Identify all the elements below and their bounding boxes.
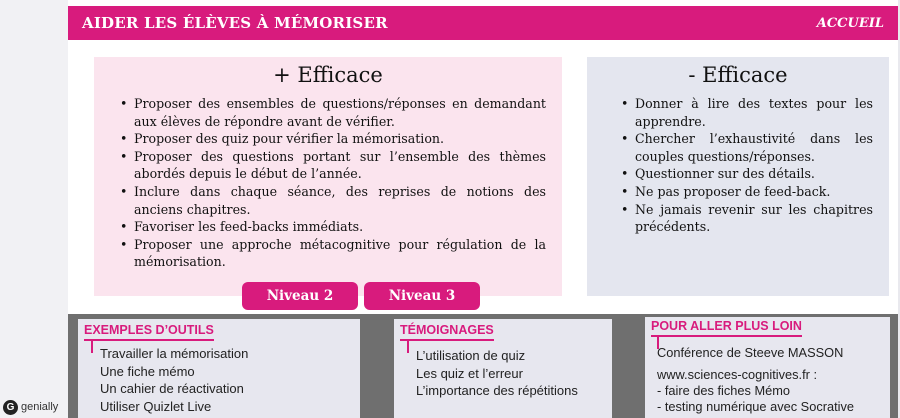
further-title: POUR ALLER PLUS LOIN — [651, 319, 802, 337]
list-item: • Ne jamais revenir sur les chapitres précédents. — [621, 201, 873, 236]
further-card — [645, 317, 890, 418]
less-effective-list — [621, 95, 873, 236]
tool-link-fiche-memo[interactable]: Une fiche mémo — [100, 363, 195, 379]
presentation-slide — [68, 0, 898, 418]
level-2-button[interactable]: Niveau 2 — [242, 282, 358, 310]
list-item: • Ne pas proposer de feed-back. — [621, 183, 873, 201]
less-effective-title: - Efficace — [688, 63, 788, 87]
list-item: • Inclure dans chaque séance, des reprises de notions des anciens chapitres. — [120, 183, 546, 218]
more-effective-list — [120, 95, 546, 271]
home-link[interactable]: ACCUEIL — [816, 16, 884, 31]
more-effective-title: + Efficace — [273, 63, 383, 87]
accent-line — [91, 339, 93, 353]
further-list — [657, 345, 854, 415]
list-item: • Chercher l’exhaustivité dans les couples questions/réponses. — [621, 130, 873, 165]
list-item: • Proposer des questions portant sur l’ensemble des thèmes abordés depuis le début de l’année. — [120, 148, 546, 183]
testimonial-link-erreur[interactable]: Les quiz et l’erreur — [416, 365, 523, 381]
list-item: • Favoriser les feed-backs immédiats. — [120, 218, 546, 236]
site-item-socrative[interactable]: - testing numérique avec Socrative — [657, 399, 855, 414]
tool-link-quizlet[interactable]: Utiliser Quizlet Live — [100, 398, 212, 414]
genially-label: genially — [21, 401, 59, 413]
testimonials-list — [416, 347, 578, 400]
testimonials-card — [394, 319, 612, 418]
level-3-button[interactable]: Niveau 3 — [364, 282, 480, 310]
site-item-fiches[interactable]: - faire des fiches Mémo — [657, 383, 790, 398]
resources-bar — [68, 314, 898, 418]
more-effective-panel — [94, 57, 562, 296]
less-effective-panel — [587, 57, 889, 296]
tool-link-cahier[interactable]: Un cahier de réactivation — [100, 381, 244, 396]
genially-badge[interactable] — [0, 398, 68, 418]
tools-card — [78, 319, 360, 418]
list-item: • Proposer des quiz pour vérifier la mémorisation. — [120, 130, 546, 148]
list-item: • Questionner sur des détails. — [621, 165, 873, 183]
testimonials-title: TÉMOIGNAGES — [400, 323, 494, 341]
tools-title: EXEMPLES D’OUTILS — [84, 323, 214, 341]
accent-line — [407, 339, 409, 353]
testimonial-link-quiz[interactable]: L’utilisation de quiz — [416, 348, 526, 363]
tools-list — [100, 345, 248, 415]
list-item: • Proposer des ensembles de questions/réponses en demandant aux élèves de répondre avant de vérifier. — [120, 95, 546, 130]
genially-logo-icon: G — [3, 400, 18, 415]
list-item: • Proposer une approche métacognitive pour régulation de la mémorisation. — [120, 236, 546, 271]
page-title: AIDER LES ÉLÈVES À MÉMORISER — [82, 14, 388, 32]
tool-link-memorisation[interactable]: Travailler la mémorisation — [100, 346, 249, 361]
testimonial-link-repetitions[interactable]: L’importance des répétitions — [416, 383, 578, 398]
site-link[interactable]: www.sciences-cognitives.fr : — [657, 367, 818, 382]
conference-link[interactable]: Conférence de Steeve MASSON — [657, 345, 844, 360]
list-item: • Donner à lire des textes pour les apprendre. — [621, 95, 873, 130]
title-bar — [68, 6, 898, 40]
